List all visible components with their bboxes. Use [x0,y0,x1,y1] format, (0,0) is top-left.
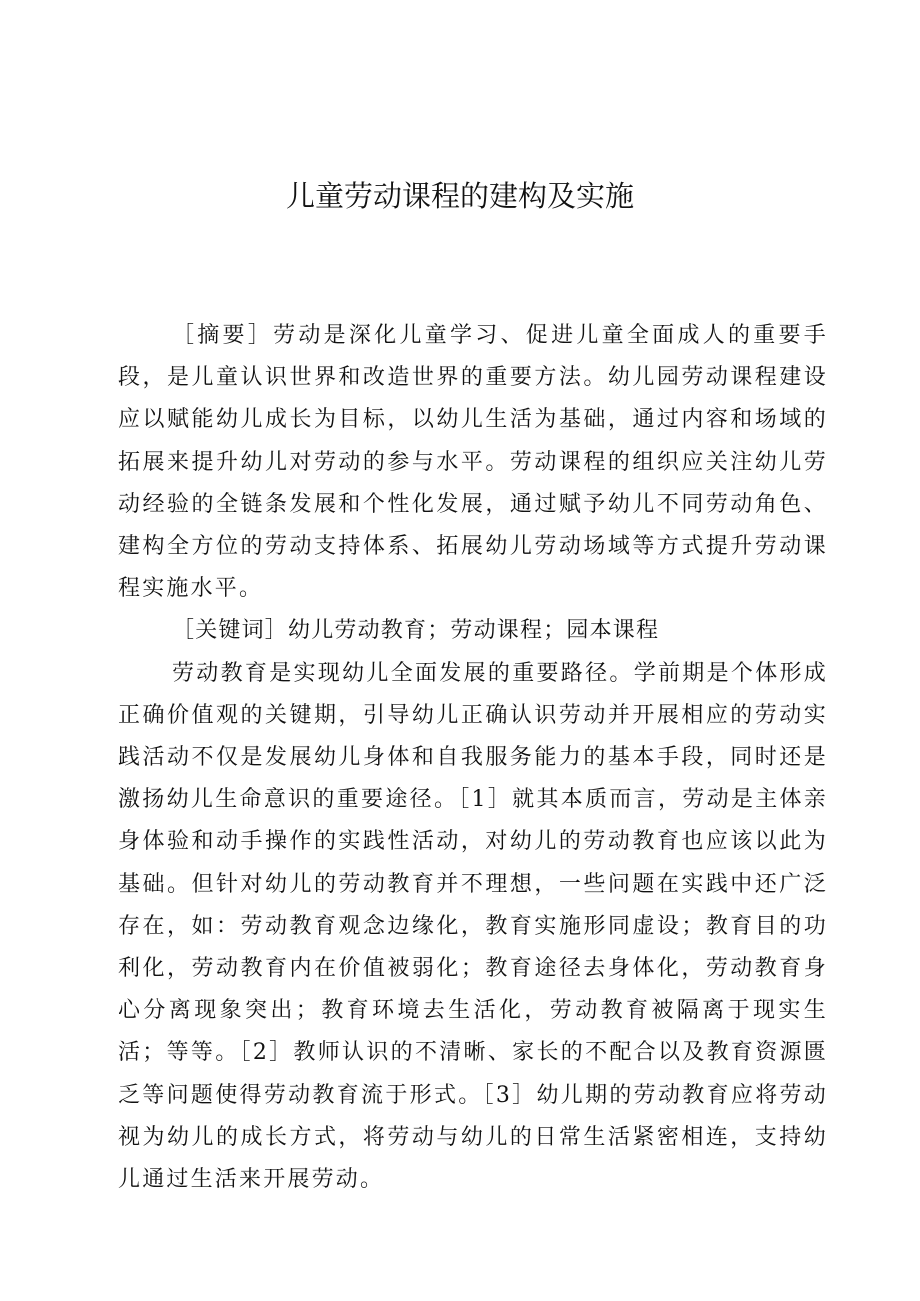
body-paragraph: 劳动教育是实现幼儿全面发展的重要路径。学前期是个体形成正确价值观的关键期，引导幼儿正确认识劳动并开展相应的劳动实践活动不仅是发展幼儿身体和自我服务能力的基本手段，同时还是激扬幼儿生命意识的重要途径。［1］就其本质而言，劳动是主体亲身体验和动手操作的实践性活动，对幼儿的劳动教育也应该以此为基础。但针对幼儿的劳动教育并不理想，一些问题在实践中还广泛存在，如：劳动教育观念边缘化，教育实施形同虚设；教育目的功利化，劳动教育内在价值被弱化；教育途径去身体化，劳动教育身心分离现象突出；教育环境去生活化，劳动教育被隔离于现实生活；等等。［2］教师认识的不清晰、家长的不配合以及教育资源匮乏等问题使得劳动教育流于形式。［3］幼儿期的劳动教育应将劳动视为幼儿的成长方式，将劳动与幼儿的日常生活紧密相连，支持幼儿通过生活来开展劳动。 [118,660,828,1193]
document-title: 儿童劳动课程的建构及实施 [285,179,634,213]
abstract-paragraph: ［摘要］劳动是深化儿童学习、促进儿童全面成人的重要手段，是儿童认识世界和改造世界的重要方法。幼儿园劳动课程建设应以赋能幼儿成长为目标，以幼儿生活为基础，通过内容和场域的拓展来提升幼儿对劳动的参与水平。劳动课程的组织应关注幼儿劳动经验的全链条发展和个性化发展，通过赋予幼儿不同劳动角色、建构全方位的劳动支持体系、拓展幼儿劳动场域等方式提升劳动课程实施水平。 [118,323,828,602]
document-body [118,315,828,1201]
keywords-line: ［关键词］幼儿劳动教育；劳动课程；园本课程 [172,618,660,644]
